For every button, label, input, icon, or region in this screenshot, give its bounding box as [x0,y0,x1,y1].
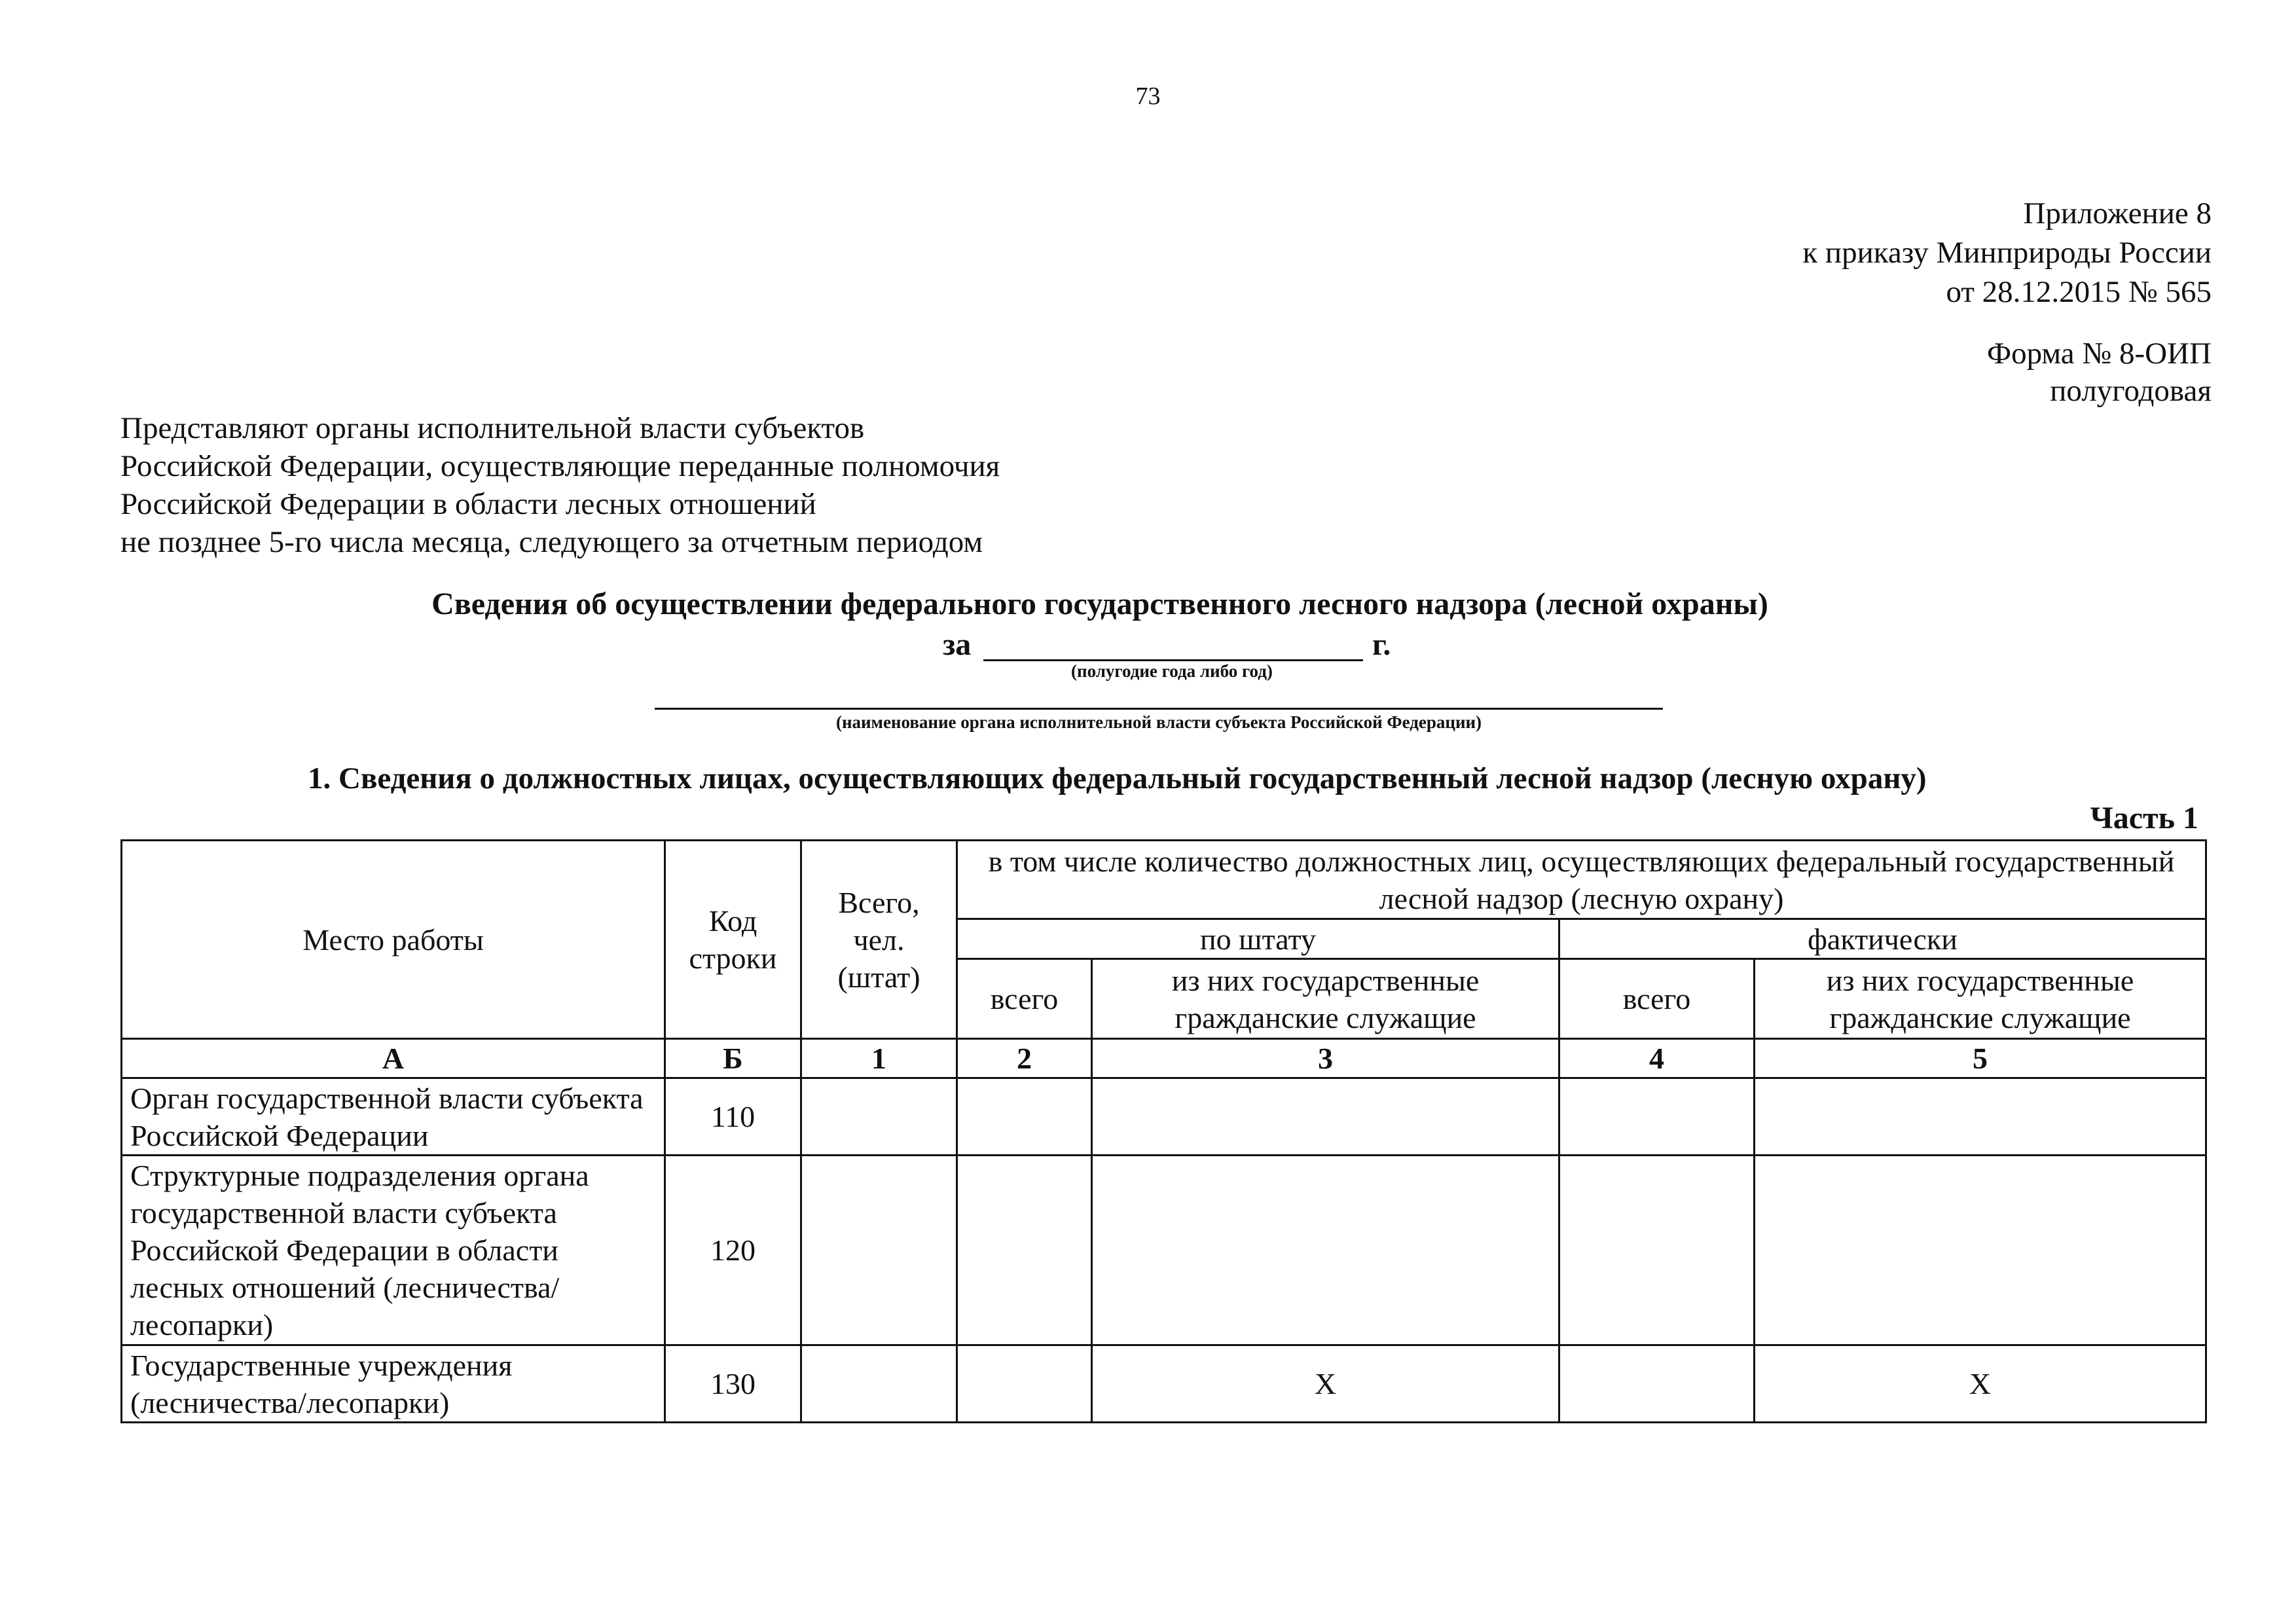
row-cell-staff-civil-na: X [1092,1345,1559,1423]
org-name-hint: (наименование органа исполнительной власти субъекта Российской Федерации) [835,712,1482,732]
row-cell-staff-civil[interactable] [1092,1078,1559,1156]
column-letter: Б [665,1039,801,1078]
row-place: Орган государственной власти субъекта Российской Федерации [122,1078,665,1156]
row-cell-actual-total[interactable] [1559,1078,1755,1156]
row-place: Структурные подразделения органа государственной власти субъекта Российской Федерации в области лесных отношений (лесничества/лесопарки) [122,1156,665,1345]
header-including: в том числе количество должностных лиц, осуществляющих федеральный государственный лесной надзор (лесную охрану) [957,841,2206,919]
appendix-order-line: к приказу Минприроды России [1802,236,2212,270]
header-actual-total: всего [1559,959,1755,1039]
period-prefix: за [943,627,972,662]
column-letter: 2 [957,1039,1092,1078]
row-cell-staff-civil[interactable] [1092,1156,1559,1345]
row-cell-total[interactable] [801,1345,957,1423]
submitters-line: Представляют органы исполнительной власти субъектов [120,411,865,445]
header-code: Код строки [665,841,801,1039]
form-info [1637,335,2212,410]
row-cell-actual-civil[interactable] [1755,1156,2206,1345]
staff-table [120,839,2207,1423]
table-row [122,1156,2206,1345]
column-letter: А [122,1039,665,1078]
column-letter: 5 [1755,1039,2206,1078]
table-row [122,1078,2206,1156]
submitters-line: Российской Федерации в области лесных отношений [120,487,816,521]
org-name-input-line[interactable] [655,708,1663,710]
row-cell-total[interactable] [801,1078,957,1156]
row-cell-actual-civil-na: X [1755,1345,2206,1423]
submitters-deadline-line: не позднее 5-го числа месяца, следующего за отчетным периодом [120,525,983,559]
column-letter: 4 [1559,1039,1755,1078]
appendix-date-line: от 28.12.2015 № 565 [1946,275,2212,309]
appendix-header [1440,194,2212,312]
header-staff-total: всего [957,959,1092,1039]
row-cell-actual-total[interactable] [1559,1156,1755,1345]
header-total: Всего, чел. (штат) [801,841,957,1039]
section-heading: 1. Сведения о должностных лицах, осуществляющих федеральный государственный лесной надзор (лесную охрану) [308,761,1927,795]
row-code: 120 [665,1156,801,1345]
period-hint: (полугодие года либо год) [1071,661,1273,681]
part-label: Часть 1 [2090,801,2198,835]
row-cell-total[interactable] [801,1156,957,1345]
row-cell-staff-total[interactable] [957,1078,1092,1156]
row-cell-actual-total[interactable] [1559,1345,1755,1423]
header-actual-civil: из них государственные гражданские служащие [1755,959,2206,1039]
row-place: Государственные учреждения (лесничества/лесопарки) [122,1345,665,1423]
header-by-staff: по штату [957,919,1559,959]
submitters-block [120,409,1430,561]
table-row [122,1345,2206,1423]
header-actual: фактически [1559,919,2206,959]
appendix-line: Приложение 8 [2023,196,2212,230]
row-cell-actual-civil[interactable] [1755,1078,2206,1156]
row-code: 130 [665,1345,801,1423]
row-cell-staff-total[interactable] [957,1156,1092,1345]
column-letter: 1 [801,1039,957,1078]
period-suffix: г. [1372,627,1391,662]
form-number: Форма № 8-ОИП [1986,337,2212,371]
column-letter: 3 [1092,1039,1559,1078]
document-title: Сведения об осуществлении федерального государственного лесного надзора (лесной охраны) [431,587,1768,621]
page-number: 73 [1135,82,1161,110]
row-code: 110 [665,1078,801,1156]
row-cell-staff-total[interactable] [957,1345,1092,1423]
form-periodicity: полугодовая [2050,374,2212,408]
header-place: Место работы [122,841,665,1039]
header-staff-civil: из них государственные гражданские служащие [1092,959,1559,1039]
submitters-line: Российской Федерации, осуществляющие переданные полномочия [120,449,1000,483]
